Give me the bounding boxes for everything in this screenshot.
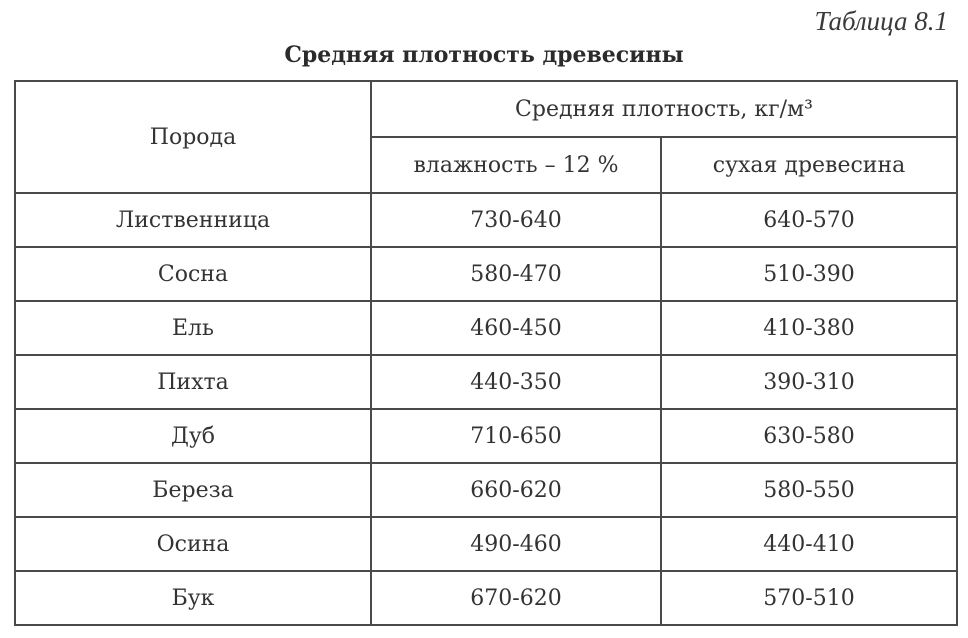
table-row	[15, 301, 957, 355]
wet-density-cell: 710-650	[371, 409, 661, 463]
wet-density-cell: 440-350	[371, 355, 661, 409]
wet-density-cell: 580-470	[371, 247, 661, 301]
dry-header: сухая древесина	[661, 137, 957, 193]
wet-density-cell: 460-450	[371, 301, 661, 355]
dry-density-cell: 510-390	[661, 247, 957, 301]
wet-density-cell: 670-620	[371, 571, 661, 625]
table-row	[15, 517, 957, 571]
table-row	[15, 571, 957, 625]
species-cell: Пихта	[15, 355, 371, 409]
dry-density-cell: 410-380	[661, 301, 957, 355]
species-cell: Сосна	[15, 247, 371, 301]
dry-density-cell: 630-580	[661, 409, 957, 463]
species-cell: Осина	[15, 517, 371, 571]
table-row	[15, 193, 957, 247]
wet-density-cell: 490-460	[371, 517, 661, 571]
wet-density-cell: 660-620	[371, 463, 661, 517]
table-row	[15, 409, 957, 463]
header-row	[15, 81, 957, 137]
dry-density-cell: 580-550	[661, 463, 957, 517]
species-cell: Дуб	[15, 409, 371, 463]
density-table	[14, 80, 958, 626]
dry-density-cell: 640-570	[661, 193, 957, 247]
dry-density-cell: 390-310	[661, 355, 957, 409]
species-cell: Лиственница	[15, 193, 371, 247]
table-number: Таблица 8.1	[814, 6, 948, 36]
wet-header: влажность – 12 %	[371, 137, 661, 193]
species-header: Порода	[15, 81, 371, 193]
table-row	[15, 355, 957, 409]
species-cell: Бук	[15, 571, 371, 625]
species-cell: Ель	[15, 301, 371, 355]
table-row	[15, 463, 957, 517]
density-header: Средняя плотность, кг/м³	[371, 81, 957, 137]
wet-density-cell: 730-640	[371, 193, 661, 247]
table-row	[15, 247, 957, 301]
dry-density-cell: 570-510	[661, 571, 957, 625]
table-title: Средняя плотность древесины	[284, 42, 684, 68]
species-cell: Береза	[15, 463, 371, 517]
dry-density-cell: 440-410	[661, 517, 957, 571]
